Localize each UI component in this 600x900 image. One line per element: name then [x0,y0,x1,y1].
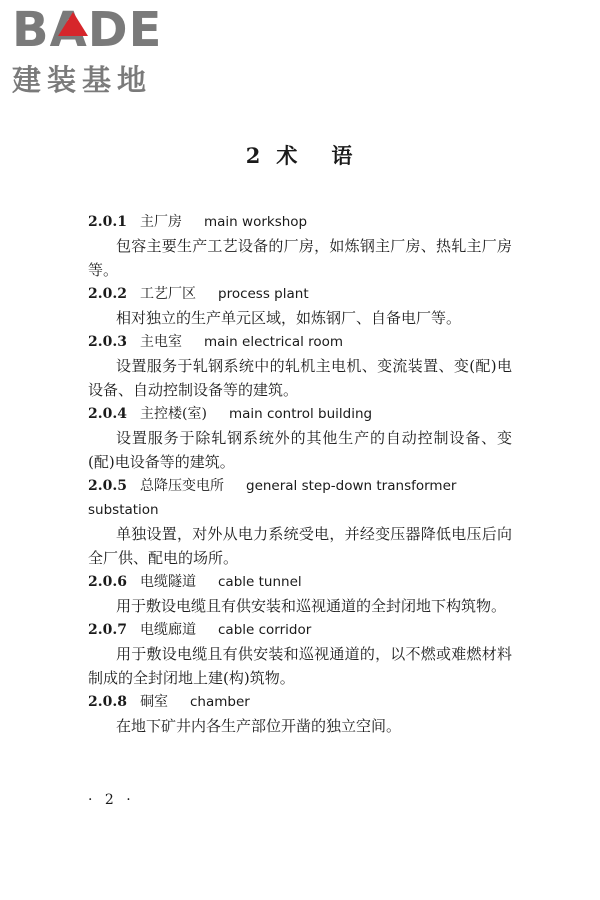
term-entry [88,618,512,690]
term-definition: 单独设置，对外从电力系统受电，并经变压器降低电压后向全厂供、配电的场所。 [88,525,512,567]
term-definition: 设置服务于除轧钢系统外的其他生产的自动控制设备、变(配)电设备等的建筑。 [88,429,512,471]
term-entry [88,282,512,330]
term-number: 2.0.1 [88,214,127,230]
term-number: 2.0.6 [88,574,127,590]
logo [12,2,177,97]
term-number: 2.0.7 [88,622,127,638]
term-number: 2.0.2 [88,286,127,302]
chapter-title-part2: 语 [331,143,355,168]
term-entry [88,402,512,474]
logo-arrow-icon [58,12,88,36]
term-english: cable corridor [218,622,312,638]
term-entry [88,690,512,738]
term-chinese: 总降压变电所 [140,478,224,494]
term-english: main control building [228,406,373,422]
term-chinese: 硐室 [140,694,168,710]
term-chinese: 工艺厂区 [140,286,196,302]
term-definition: 相对独立的生产单元区域，如炼钢厂、自备电厂等。 [116,309,462,327]
term-list [88,210,512,738]
term-definition: 包容主要生产工艺设备的厂房，如炼钢主厂房、热轧主厂房等。 [88,237,512,279]
term-definition: 设置服务于轧钢系统中的轧机主电机、变流装置、变(配)电设备、自动控制设备等的建筑。 [88,357,512,399]
term-english: process plant [218,286,309,302]
logo-subtitle: 建装基地 [12,63,153,97]
term-entry [88,474,512,570]
term-english: general step-down transformer substation [88,478,457,518]
page-number: · 2 · [88,792,135,808]
term-chinese: 主厂房 [140,214,182,230]
term-entry [88,210,512,282]
term-english: main workshop [204,214,308,230]
logo-wordmark: BADE [12,2,163,58]
term-number: 2.0.4 [88,406,127,422]
term-entry [88,570,512,618]
term-chinese: 主控楼(室) [140,406,207,422]
term-definition: 在地下矿井内各生产部位开凿的独立空间。 [116,717,402,735]
term-chinese: 主电室 [140,334,182,350]
term-number: 2.0.5 [88,478,127,494]
term-number: 2.0.3 [88,334,127,350]
chapter-title-part1: 术 [276,143,300,168]
term-definition: 用于敷设电缆且有供安装和巡视通道的，以不燃或难燃材料制成的全封闭地上建(构)筑物。 [88,645,512,687]
chapter-number: 2 [245,143,263,168]
term-english: main electrical room [204,334,344,350]
term-chinese: 电缆廊道 [140,622,196,638]
term-chinese: 电缆隧道 [140,574,196,590]
term-number: 2.0.8 [88,694,127,710]
term-english: chamber [190,694,250,710]
term-entry [88,330,512,402]
term-english: cable tunnel [218,574,302,590]
term-definition: 用于敷设电缆且有供安装和巡视通道的全封闭地下构筑物。 [116,597,507,615]
chapter-title [0,140,600,170]
